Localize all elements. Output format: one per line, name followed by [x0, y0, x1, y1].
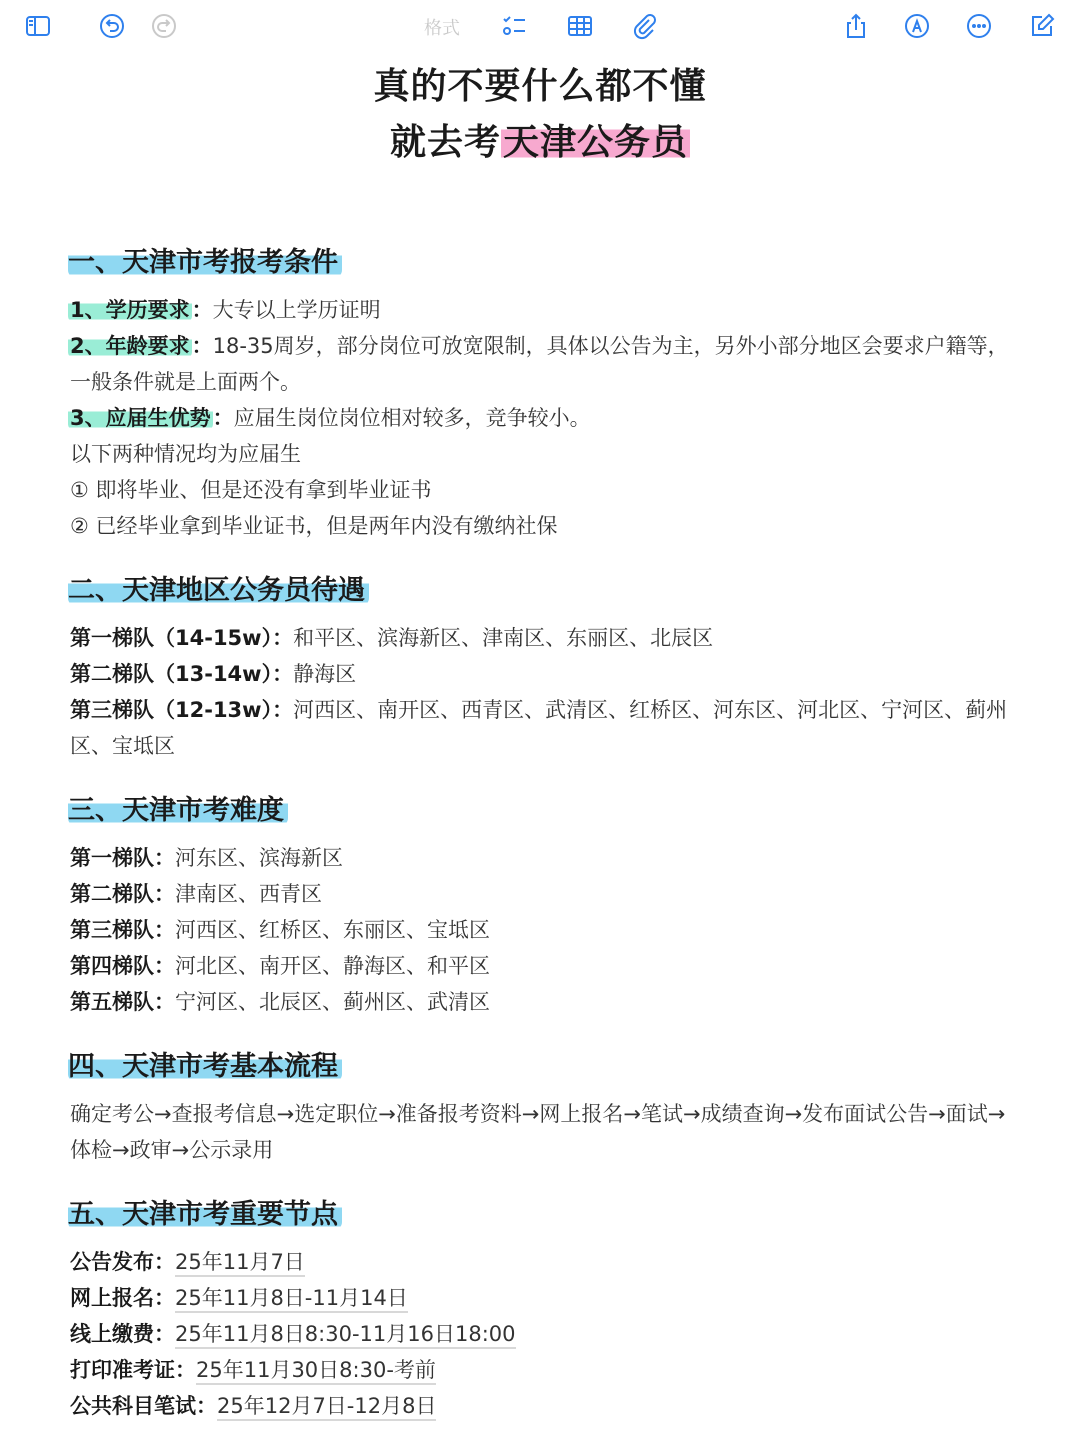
- table-icon[interactable]: [562, 8, 598, 44]
- checklist-icon[interactable]: [496, 8, 532, 44]
- condition-item: 3、应届生优势：应届生岗位岗位相对较多，竞争较小。: [70, 406, 591, 430]
- undo-icon[interactable]: [94, 8, 130, 44]
- salary-tier: 第三梯队（12-13w）：河西区、南开区、西青区、武清区、红桥区、河东区、河北区、宁河区、蓟州区、宝坻区: [70, 698, 1008, 758]
- difficulty-tier: 第二梯队：津南区、西青区: [70, 882, 322, 906]
- title-prefix: 就去考: [389, 122, 501, 163]
- share-icon[interactable]: [838, 8, 874, 44]
- section-heading-milestones: 五、天津市考重要节点: [70, 1194, 1010, 1236]
- difficulty-tier: 第一梯队：河东区、滨海新区: [70, 846, 343, 870]
- difficulty-tier: 第五梯队：宁河区、北辰区、蓟州区、武清区: [70, 990, 490, 1014]
- milestone-item: 公告发布：25年11月7日: [70, 1244, 1010, 1280]
- milestone-item: 打印准考证：25年11月30日8:30-考前: [70, 1352, 1010, 1388]
- markup-pen-icon[interactable]: [899, 8, 935, 44]
- difficulty-tier: 第三梯队：河西区、红桥区、东丽区、宝坻区: [70, 918, 490, 942]
- note-line: ② 已经毕业拿到毕业证书，但是两年内没有缴纳社保: [70, 514, 558, 538]
- salary-tier: 第一梯队（14-15w）：和平区、滨海新区、津南区、东丽区、北辰区: [70, 626, 714, 650]
- condition-item: 1、学历要求：大专以上学历证明: [70, 298, 381, 322]
- section-heading-conditions: 一、天津市考报考条件: [70, 242, 1010, 284]
- toolbar: [0, 0, 1080, 52]
- more-icon[interactable]: [961, 8, 997, 44]
- note-body[interactable]: [70, 242, 1010, 1424]
- title-highlight: 天津公务员: [503, 122, 689, 163]
- difficulty-tier: 第四梯队：河北区、南开区、静海区、和平区: [70, 954, 490, 978]
- milestone-item: 网上报名：25年11月8日-11月14日: [70, 1280, 1010, 1316]
- section-heading-salary: 二、天津地区公务员待遇: [70, 570, 1010, 612]
- note-line: 以下两种情况均为应届生: [70, 442, 301, 466]
- redo-icon[interactable]: [146, 8, 182, 44]
- note-line: ① 即将毕业、但是还没有拿到毕业证书: [70, 478, 432, 502]
- sidebar-icon[interactable]: [20, 8, 56, 44]
- salary-tier: 第二梯队（13-14w）：静海区: [70, 662, 357, 686]
- milestone-item: 公共科目笔试：25年12月7日-12月8日: [70, 1388, 1010, 1424]
- attachment-icon[interactable]: [626, 8, 662, 44]
- condition-item: 2、年龄要求：18-35周岁，部分岗位可放宽限制，具体以公告为主，另外小部分地区会要求户籍等，一般条件就是上面两个。: [70, 334, 1009, 394]
- section-heading-difficulty: 三、天津市考难度: [70, 790, 1010, 832]
- note-title-line-1: 真的不要什么都不懂: [373, 66, 707, 107]
- process-flow: 确定考公→查报考信息→选定职位→准备报考资料→网上报名→笔试→成绩查询→发布面试公告→面试→体检→政审→公示录用: [70, 1102, 1006, 1162]
- section-heading-process: 四、天津市考基本流程: [70, 1046, 1010, 1088]
- note-title-line-2: [0, 114, 1080, 165]
- compose-icon[interactable]: [1024, 8, 1060, 44]
- milestone-item: 线上缴费：25年11月8日8:30-11月16日18:00: [70, 1316, 1010, 1352]
- format-button[interactable]: 格式: [424, 18, 460, 39]
